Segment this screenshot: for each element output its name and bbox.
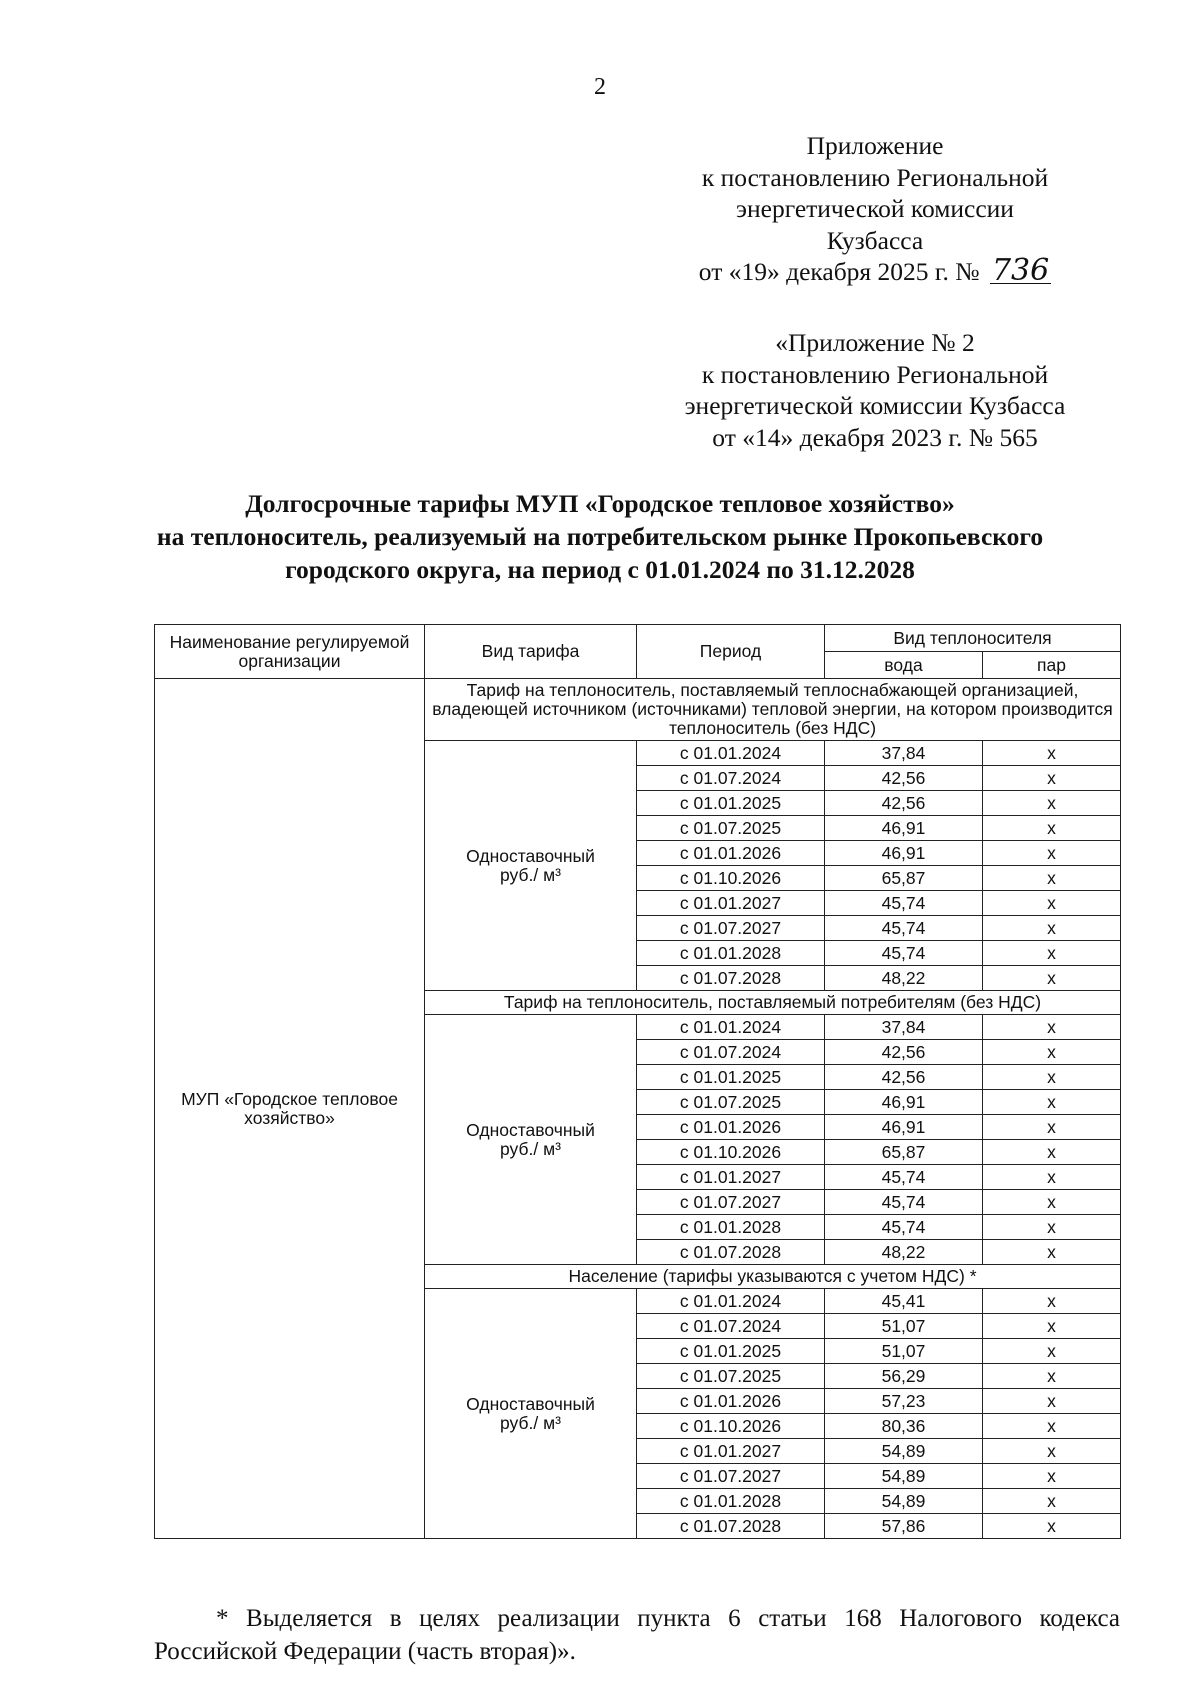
- water-value: 45,74: [825, 916, 983, 941]
- period-cell: с 01.01.2026: [637, 1389, 825, 1414]
- water-value: 45,74: [825, 1165, 983, 1190]
- steam-value: х: [983, 1040, 1121, 1065]
- water-value: 45,74: [825, 1215, 983, 1240]
- period-cell: с 01.07.2024: [637, 1314, 825, 1339]
- steam-value: х: [983, 891, 1121, 916]
- steam-value: х: [983, 1289, 1121, 1314]
- steam-value: х: [983, 1240, 1121, 1265]
- footnote-line1: * Выделяется в целях реализации пункта 6 статьи 168 Налогового кодекса: [216, 1605, 1120, 1632]
- period-cell: с 01.01.2026: [637, 841, 825, 866]
- header-period: Период: [637, 625, 825, 679]
- period-cell: с 01.07.2024: [637, 766, 825, 791]
- appendix-previous-line1: «Приложение № 2: [775, 328, 975, 357]
- steam-value: х: [983, 1389, 1121, 1414]
- steam-value: х: [983, 1090, 1121, 1115]
- water-value: 46,91: [825, 1090, 983, 1115]
- title-line3: городского округа, на период с 01.01.2024 по 31.12.2028: [285, 555, 915, 584]
- water-value: 42,56: [825, 1065, 983, 1090]
- steam-value: х: [983, 966, 1121, 991]
- period-cell: с 01.10.2026: [637, 866, 825, 891]
- steam-value: х: [983, 941, 1121, 966]
- period-cell: с 01.07.2025: [637, 1364, 825, 1389]
- water-value: 45,74: [825, 891, 983, 916]
- period-cell: с 01.01.2027: [637, 1165, 825, 1190]
- period-cell: с 01.01.2024: [637, 1015, 825, 1040]
- period-cell: с 01.01.2025: [637, 1339, 825, 1364]
- period-cell: с 01.07.2027: [637, 916, 825, 941]
- water-value: 46,91: [825, 816, 983, 841]
- period-cell: с 01.01.2027: [637, 891, 825, 916]
- steam-value: х: [983, 1065, 1121, 1090]
- table-header-row: [155, 625, 1121, 652]
- steam-value: х: [983, 916, 1121, 941]
- period-cell: с 01.07.2024: [637, 1040, 825, 1065]
- water-value: 46,91: [825, 1115, 983, 1140]
- period-cell: с 01.07.2027: [637, 1190, 825, 1215]
- period-cell: с 01.01.2028: [637, 1215, 825, 1240]
- period-cell: с 01.07.2028: [637, 1514, 825, 1539]
- period-cell: с 01.01.2026: [637, 1115, 825, 1140]
- steam-value: х: [983, 1439, 1121, 1464]
- steam-value: х: [983, 1464, 1121, 1489]
- steam-value: х: [983, 1215, 1121, 1240]
- water-value: 46,91: [825, 841, 983, 866]
- tariff-type-unit: руб./ м³: [500, 1412, 561, 1433]
- steam-value: х: [983, 1140, 1121, 1165]
- water-value: 48,22: [825, 1240, 983, 1265]
- period-cell: с 01.01.2028: [637, 1489, 825, 1514]
- steam-value: х: [983, 1165, 1121, 1190]
- water-value: 37,84: [825, 741, 983, 766]
- appendix-current-line3: энергетической комиссии: [736, 194, 1014, 223]
- water-value: 42,56: [825, 766, 983, 791]
- tariff-type-unit: руб./ м³: [500, 1138, 561, 1159]
- steam-value: х: [983, 766, 1121, 791]
- water-value: 45,74: [825, 941, 983, 966]
- appendix-current-line2: к постановлению Региональной: [701, 162, 1049, 192]
- title-line1: Долгосрочные тарифы МУП «Городское тепловое хозяйство»: [245, 489, 955, 518]
- water-value: 51,07: [825, 1314, 983, 1339]
- period-cell: с 01.07.2025: [637, 816, 825, 841]
- header-org: Наименование регулируемой организации: [155, 625, 425, 679]
- tariff-table: [154, 624, 1121, 1539]
- appendix-previous-line3: энергетической комиссии Кузбасса: [684, 391, 1066, 420]
- header-steam: пар: [983, 652, 1121, 679]
- period-cell: с 01.01.2025: [637, 791, 825, 816]
- period-cell: с 01.01.2025: [637, 1065, 825, 1090]
- water-value: 54,89: [825, 1439, 983, 1464]
- period-cell: с 01.07.2027: [637, 1464, 825, 1489]
- page-number: 2: [594, 74, 606, 100]
- footnote: [154, 1602, 1120, 1668]
- steam-value: х: [983, 1489, 1121, 1514]
- tariff-type-name: Одноставочный: [466, 1119, 595, 1140]
- steam-value: х: [983, 1339, 1121, 1364]
- tariff-type: [425, 1289, 637, 1539]
- water-value: 51,07: [825, 1339, 983, 1364]
- period-cell: с 01.07.2028: [637, 966, 825, 991]
- header-carrier: Вид теплоносителя: [825, 625, 1121, 652]
- steam-value: х: [983, 866, 1121, 891]
- water-value: 45,74: [825, 1190, 983, 1215]
- steam-value: х: [983, 741, 1121, 766]
- period-cell: с 01.10.2026: [637, 1140, 825, 1165]
- water-value: 56,29: [825, 1364, 983, 1389]
- section-title: Население (тарифы указываются с учетом НДС) *: [425, 1265, 1121, 1289]
- appendix-previous-block: [610, 327, 1140, 453]
- steam-value: х: [983, 1115, 1121, 1140]
- steam-value: х: [983, 816, 1121, 841]
- section-title-row: [155, 679, 1121, 741]
- steam-value: х: [983, 1514, 1121, 1539]
- water-value: 65,87: [825, 1140, 983, 1165]
- period-cell: с 01.01.2028: [637, 941, 825, 966]
- appendix-current-block: [610, 130, 1140, 288]
- water-value: 57,23: [825, 1389, 983, 1414]
- steam-value: х: [983, 841, 1121, 866]
- section-title: Тариф на теплоноситель, поставляемый теплоснабжающей организацией, владеющей источником (источниками) тепловой энергии, на котором производится теплоноситель (без НДС): [425, 679, 1121, 741]
- water-value: 37,84: [825, 1015, 983, 1040]
- document-title: [60, 487, 1140, 586]
- period-cell: с 01.07.2028: [637, 1240, 825, 1265]
- steam-value: х: [983, 1314, 1121, 1339]
- steam-value: х: [983, 791, 1121, 816]
- water-value: 80,36: [825, 1414, 983, 1439]
- period-cell: с 01.01.2024: [637, 1289, 825, 1314]
- appendix-current-line1: Приложение: [806, 131, 944, 160]
- title-line2: на теплоноситель, реализуемый на потребительском рынке Прокопьевского: [156, 522, 1044, 551]
- tariff-type-name: Одноставочный: [466, 1393, 595, 1414]
- appendix-previous-line4: от «14» декабря 2023 г. № 565: [712, 422, 1038, 452]
- water-value: 42,56: [825, 791, 983, 816]
- water-value: 65,87: [825, 866, 983, 891]
- water-value: 57,86: [825, 1514, 983, 1539]
- period-cell: с 01.01.2027: [637, 1439, 825, 1464]
- appendix-current-line5: [610, 253, 1140, 288]
- steam-value: х: [983, 1015, 1121, 1040]
- steam-value: х: [983, 1190, 1121, 1215]
- section-title: Тариф на теплоноситель, поставляемый потребителям (без НДС): [425, 991, 1121, 1015]
- tariff-type: [425, 1015, 637, 1265]
- water-value: 45,41: [825, 1289, 983, 1314]
- tariff-type-name: Одноставочный: [466, 845, 595, 866]
- water-value: 42,56: [825, 1040, 983, 1065]
- steam-value: х: [983, 1364, 1121, 1389]
- tariff-type-unit: руб./ м³: [500, 864, 561, 885]
- water-value: 54,89: [825, 1464, 983, 1489]
- appendix-current-line4: Кузбасса: [826, 225, 924, 255]
- organization-name: МУП «Городское тепловое хозяйство»: [155, 679, 425, 1539]
- header-water: вода: [825, 652, 983, 679]
- steam-value: х: [983, 1414, 1121, 1439]
- footnote-line2: Российской Федерации (часть вторая)».: [154, 1638, 576, 1665]
- period-cell: с 01.10.2026: [637, 1414, 825, 1439]
- handwritten-document-number: 736: [991, 253, 1050, 288]
- water-value: 48,22: [825, 966, 983, 991]
- appendix-current-date: от «19» декабря 2025 г. №: [698, 257, 980, 286]
- header-tariff-type: Вид тарифа: [425, 625, 637, 679]
- period-cell: с 01.07.2025: [637, 1090, 825, 1115]
- period-cell: с 01.01.2024: [637, 741, 825, 766]
- water-value: 54,89: [825, 1489, 983, 1514]
- appendix-previous-line2: к постановлению Региональной: [701, 359, 1049, 389]
- tariff-type: [425, 741, 637, 991]
